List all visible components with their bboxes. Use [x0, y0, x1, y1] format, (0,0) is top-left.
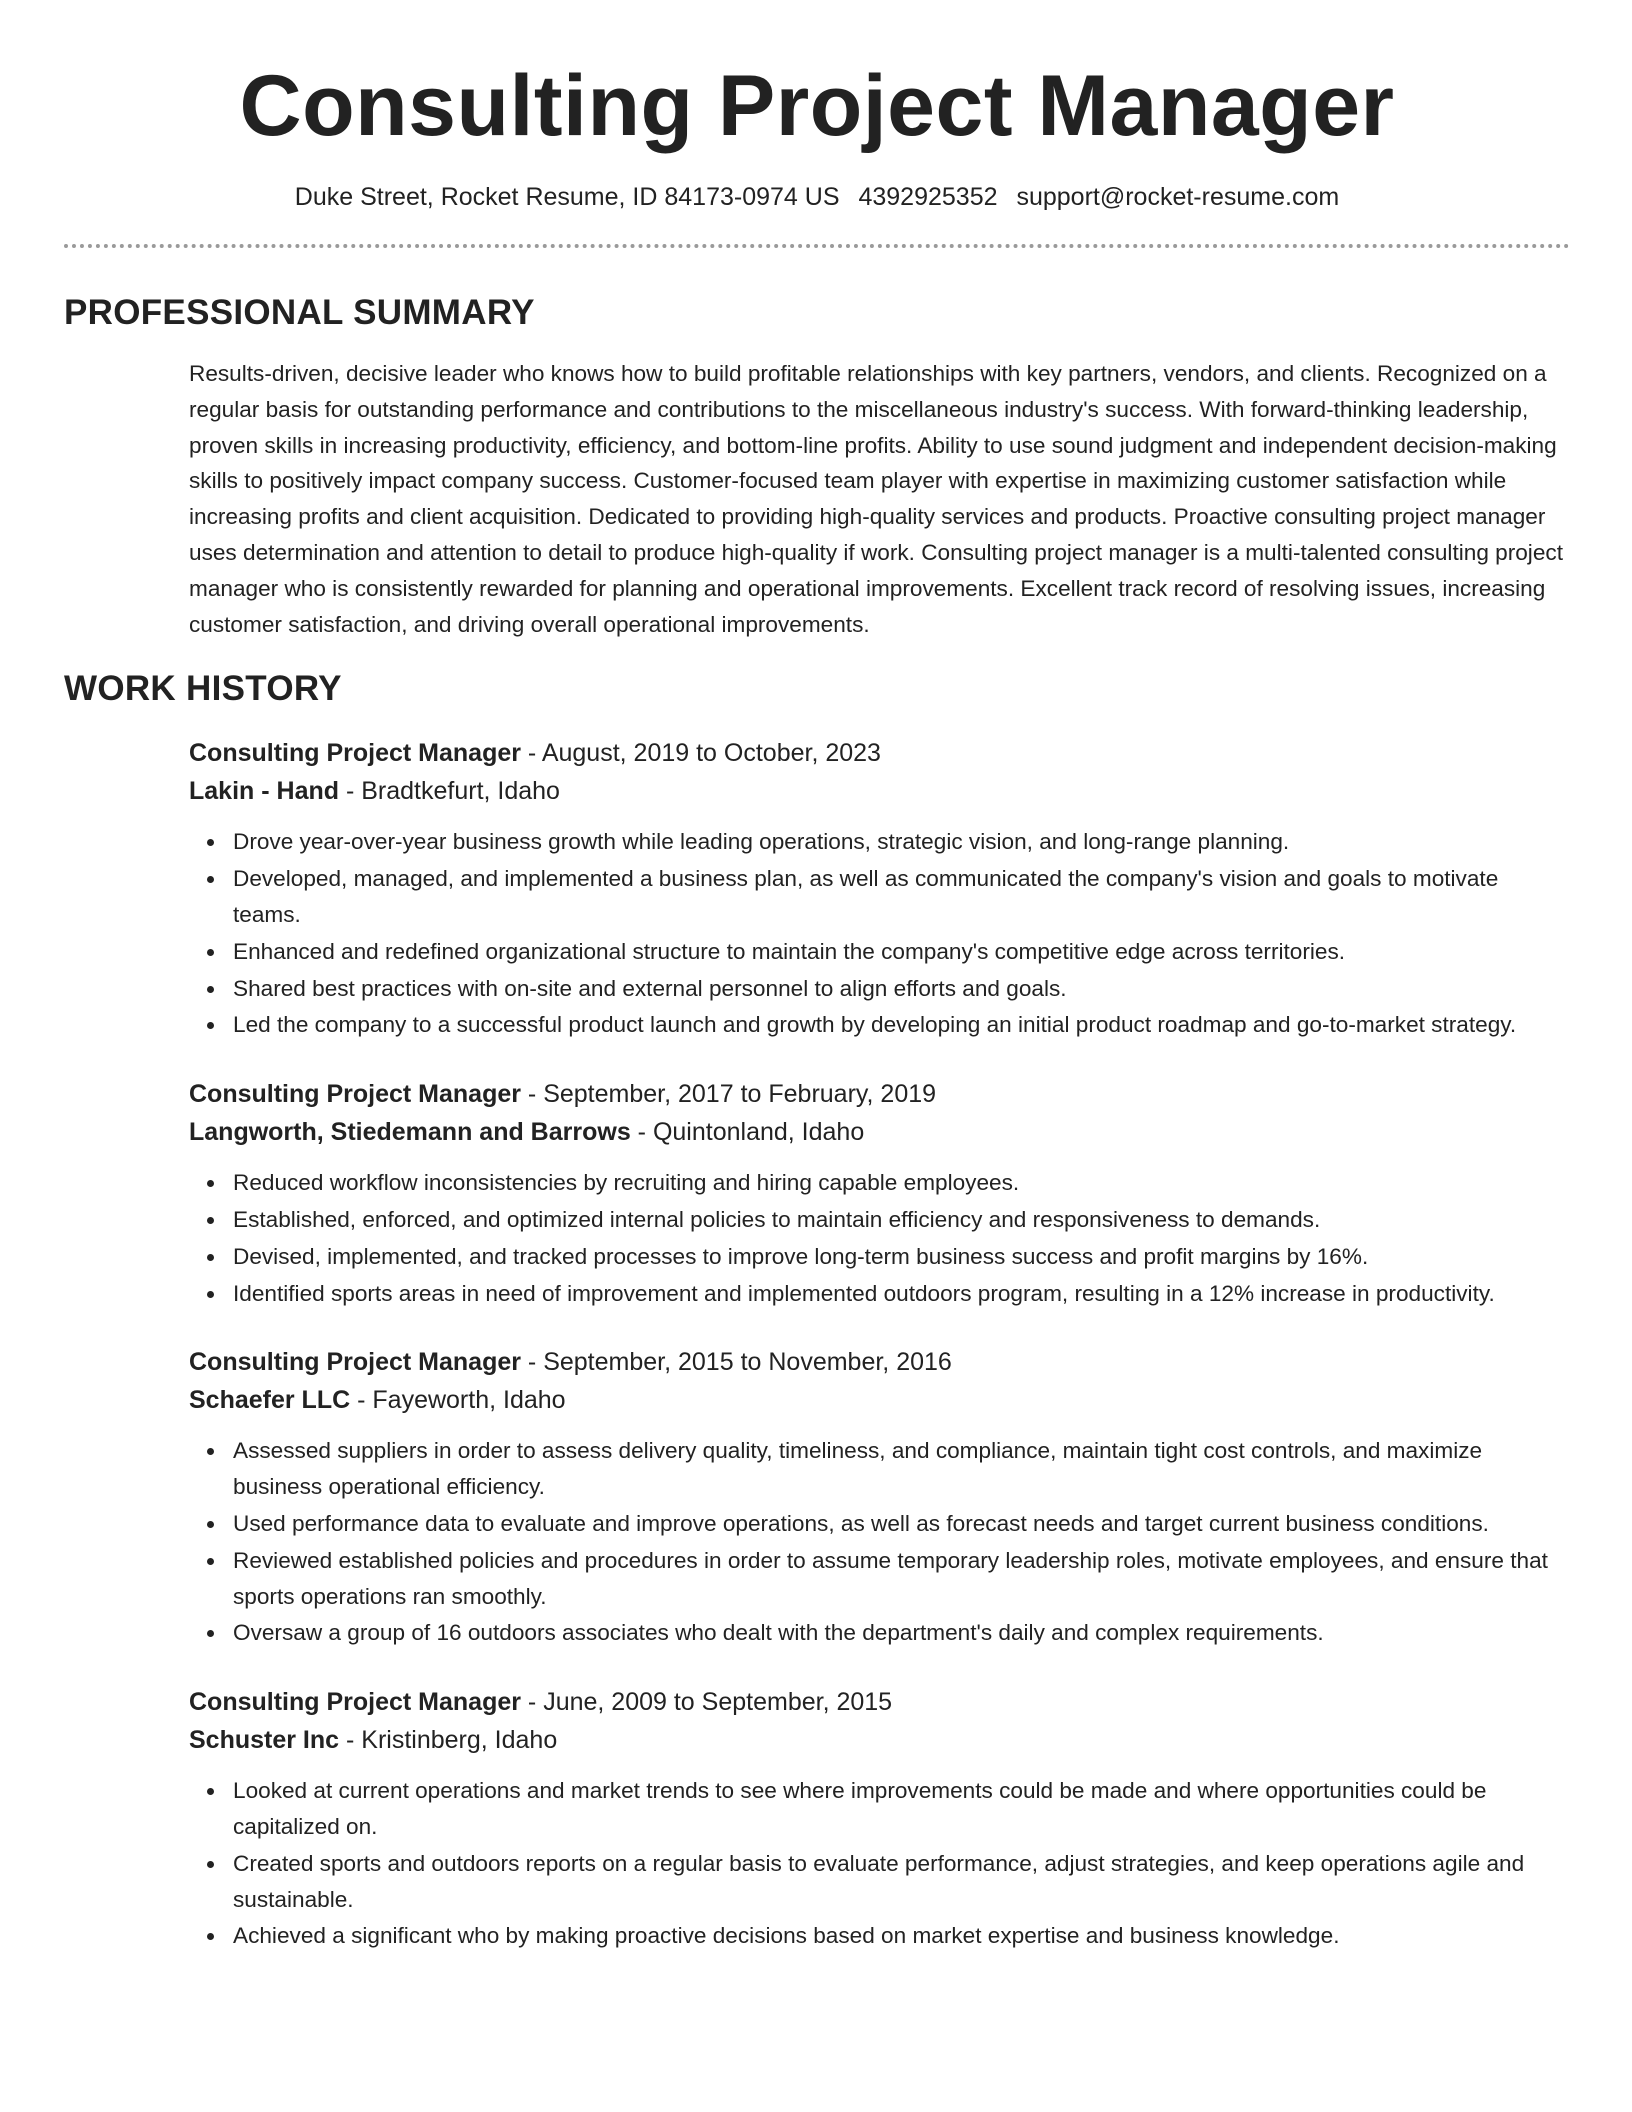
contact-phone: 4392925352: [858, 183, 998, 211]
job-bullet: Assessed suppliers in order to assess delivery quality, timeliness, and compliance, maintain tight cost controls, and maximize business operational efficiency.: [233, 1433, 1570, 1505]
job-company-line: [189, 1381, 1570, 1419]
contact-email: support@rocket-resume.com: [1016, 183, 1340, 211]
job-bullet: Reviewed established policies and procedures in order to assume temporary leadership roles, motivate employees, and ensure that sports operations ran smoothly.: [233, 1543, 1570, 1615]
job-dates: - August, 2019 to October, 2023: [520, 739, 881, 768]
job-bullet: Shared best practices with on-site and external personnel to align efforts and goals.: [233, 971, 1570, 1007]
contact-address: Duke Street, Rocket Resume, ID 84173-0974 US: [294, 183, 840, 211]
job-entry: [189, 734, 1570, 1043]
job-company-line: [189, 1721, 1570, 1759]
job-bullet: Identified sports areas in need of improvement and implemented outdoors program, resulting in a 12% increase in productivity.: [233, 1276, 1570, 1312]
job-entry: [189, 1683, 1570, 1954]
header-divider: [64, 244, 1570, 248]
job-company: Schuster Inc: [189, 1726, 340, 1755]
job-bullet: Created sports and outdoors reports on a regular basis to evaluate performance, adjust strategies, and keep operations agile and sustainable.: [233, 1846, 1570, 1918]
contact-line: [64, 182, 1570, 212]
job-role: Consulting Project Manager: [189, 1688, 521, 1717]
job-dates: - September, 2015 to November, 2016: [520, 1348, 952, 1377]
job-location: - Bradtkefurt, Idaho: [339, 777, 560, 806]
job-bullets: [233, 1165, 1570, 1311]
job-bullet: Oversaw a group of 16 outdoors associates who dealt with the department's daily and complex requirements.: [233, 1615, 1570, 1651]
summary-heading: PROFESSIONAL SUMMARY: [64, 293, 535, 332]
job-bullet: Looked at current operations and market trends to see where improvements could be made and where opportunities could be capitalized on.: [233, 1773, 1570, 1845]
job-bullets: [233, 1433, 1570, 1651]
resume-name: Consulting Project Manager: [239, 58, 1395, 154]
job-dates: - September, 2017 to February, 2019: [520, 1080, 937, 1109]
job-title-line: [189, 1343, 1570, 1381]
job-bullet: Drove year-over-year business growth while leading operations, strategic vision, and long-range planning.: [233, 824, 1570, 860]
job-title-line: [189, 1075, 1570, 1113]
job-dates: - June, 2009 to September, 2015: [520, 1688, 893, 1717]
job-role: Consulting Project Manager: [189, 1348, 521, 1377]
job-bullets: [233, 824, 1570, 1043]
summary-text: Results-driven, decisive leader who knows how to build profitable relationships with key partners, vendors, and clients. Recognized on a regular basis for outstanding performance and contributions to the miscellaneous industry's success. With forward-thinking leadership, proven skills in increasing productivity, efficiency, and bottom-line profits. Ability to use sound judgment and independent decision-making skills to positively impact company success. Customer-focused team player with expertise in maximizing customer satisfaction while increasing profits and client acquisition. Dedicated to providing high-quality services and products. Proactive consulting project manager uses determination and attention to detail to produce high-quality if work. Consulting project manager is a multi-talented consulting project manager who is consistently rewarded for planning and operational improvements. Excellent track record of resolving issues, increasing customer satisfaction, and driving overall operational improvements.: [189, 361, 1563, 637]
job-entry: [189, 1075, 1570, 1311]
job-bullet: Reduced workflow inconsistencies by recruiting and hiring capable employees.: [233, 1165, 1570, 1201]
job-location: - Fayeworth, Idaho: [350, 1386, 566, 1415]
job-entry: [189, 1343, 1570, 1651]
job-location: - Quintonland, Idaho: [630, 1118, 865, 1147]
job-bullet: Developed, managed, and implemented a business plan, as well as communicated the company's vision and goals to motivate teams.: [233, 861, 1570, 933]
job-bullet: Used performance data to evaluate and improve operations, as well as forecast needs and target current business conditions.: [233, 1506, 1570, 1542]
job-company: Lakin - Hand: [189, 777, 340, 806]
job-role: Consulting Project Manager: [189, 1080, 521, 1109]
resume-page: [64, 0, 1570, 1955]
job-location: - Kristinberg, Idaho: [339, 1726, 558, 1755]
job-company-line: [189, 772, 1570, 810]
job-role: Consulting Project Manager: [189, 739, 521, 768]
job-bullet: Established, enforced, and optimized internal policies to maintain efficiency and responsiveness to demands.: [233, 1202, 1570, 1238]
job-company: Langworth, Stiedemann and Barrows: [189, 1118, 631, 1147]
job-company-line: [189, 1113, 1570, 1151]
job-bullet: Led the company to a successful product launch and growth by developing an initial product roadmap and go-to-market strategy.: [233, 1007, 1570, 1043]
work-history-heading: WORK HISTORY: [64, 669, 342, 709]
job-bullets: [233, 1773, 1570, 1954]
job-bullet: Devised, implemented, and tracked processes to improve long-term business success and profit margins by 16%.: [233, 1239, 1570, 1275]
job-title-line: [189, 734, 1570, 772]
job-company: Schaefer LLC: [189, 1386, 351, 1415]
job-bullet: Enhanced and redefined organizational structure to maintain the company's competitive edge across territories.: [233, 934, 1570, 970]
job-title-line: [189, 1683, 1570, 1721]
job-bullet: Achieved a significant who by making proactive decisions based on market expertise and business knowledge.: [233, 1918, 1570, 1954]
